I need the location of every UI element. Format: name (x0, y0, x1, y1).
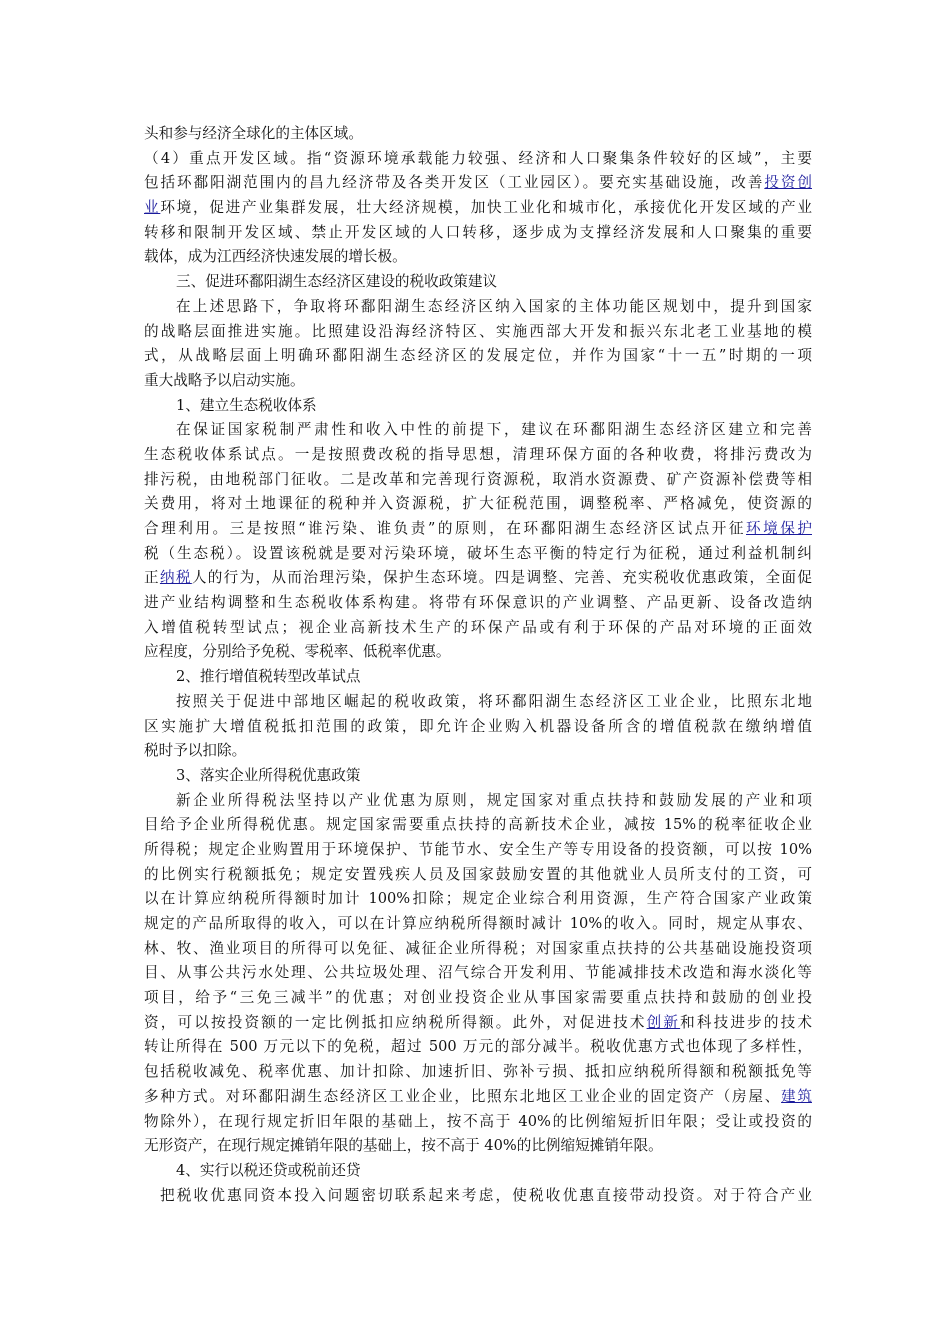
text-line (144, 813, 812, 838)
text-line (144, 196, 812, 221)
text-line (144, 171, 812, 196)
text-run: 多种方式。对环鄱阳湖生态经济区工业企业，比照东北地区工业企业的固定资产（房屋、 (144, 1087, 782, 1105)
text-run: 物除外），在现行规定折旧年限的基础上，按不高于 40%的比例缩短折旧年限；受让或投资的 (144, 1112, 812, 1130)
text-run: 转让所得在 500 万元以下的免税，超过 500 万元的部分减半。税收优惠方式也体现了多样性， (144, 1038, 812, 1056)
text-line (144, 221, 812, 246)
text-run: 环境，促进产业集群发展，壮大经济规模，加快工业化和城市化，承接优化开发区域的产业 (160, 199, 812, 217)
text-run: 区实施扩大增值税抵扣范围的政策，即允许企业购入机器设备所含的增值税款在缴纳增值 (144, 717, 812, 735)
inline-link[interactable]: 业 (144, 199, 161, 217)
inline-link[interactable]: 投资创 (764, 174, 812, 192)
text-line (144, 344, 812, 369)
text-line (160, 1184, 812, 1209)
text-line (144, 492, 812, 517)
text-run: 目、从事公共污水处理、公共垃圾处理、沼气综合开发利用、节能减排技术改造和海水淡化等 (144, 964, 812, 982)
text-run: 项目，给予“三免三减半”的优惠；对创业投资企业从事国家需要重点扶持和鼓励的创业投 (144, 989, 812, 1007)
text-line (176, 690, 812, 715)
text-run: 按照关于促进中部地区崛起的税收政策，将环鄱阳湖生态经济区工业企业，比照东北地 (176, 692, 812, 710)
text-line (144, 517, 812, 542)
text-line (144, 369, 812, 394)
text-run: 4、实行以税还贷或税前还贷 (176, 1161, 361, 1179)
text-line (144, 863, 812, 888)
text-line (144, 1060, 812, 1085)
text-run: 税时予以扣除。 (144, 742, 247, 760)
text-run: 包括税收减免、税率优惠、加计扣除、加速折旧、弥补亏损、抵扣应纳税所得额和税额抵免等 (144, 1063, 812, 1081)
text-line (144, 1035, 812, 1060)
text-run: 无形资产，在现行规定摊销年限的基础上，按不高于 40%的比例缩短摊销年限。 (144, 1137, 663, 1155)
text-line (176, 418, 812, 443)
inline-link[interactable]: 建筑 (781, 1087, 812, 1105)
text-line (144, 1085, 812, 1110)
text-line (176, 394, 812, 419)
text-run: 以在计算应纳税所得额时加计 100%扣除；规定企业综合利用资源，生产符合国家产业政策 (144, 890, 812, 908)
text-line (144, 1011, 812, 1036)
text-run: 人的行为，从而治理污染，保护生态环境。四是调整、完善、充实税收优惠政策，全面促 (191, 569, 812, 587)
text-run: 头和参与经济全球化的主体区域。 (144, 125, 363, 142)
text-line (176, 764, 812, 789)
text-run: 进产业结构调整和生态税收体系构建。将带有环保意识的产业调整、产品更新、设备改造纳 (144, 594, 812, 612)
text-line (144, 566, 812, 591)
text-run: 的战略层面推进实施。比照建设沿海经济特区、实施西部大开发和振兴东北老工业基地的模 (144, 322, 812, 340)
text-run: 三、促进环鄱阳湖生态经济区建设的税收政策建议 (176, 273, 498, 291)
inline-link[interactable]: 纳税 (159, 569, 192, 587)
text-run: 目给予企业所得税优惠。规定国家需要重点扶持的高新技术企业，减按 15%的税率征收企业 (144, 816, 812, 834)
text-line (144, 937, 812, 962)
text-line (176, 270, 812, 295)
text-run: 规定的产品所取得的收入，可以在计算应纳税所得额时减计 10%的收入。同时，规定从事农、 (144, 915, 812, 932)
text-line (144, 542, 812, 567)
text-run: 资，可以按投资额的一定比例抵扣应纳税所得额。此外，对促进技术 (144, 1013, 647, 1031)
text-run: 在保证国家税制严肃性和收入中性的前提下，建议在环鄱阳湖生态经济区建立和完善 (176, 421, 812, 439)
text-line (144, 591, 812, 616)
text-line (144, 468, 812, 493)
inline-link[interactable]: 环境保护 (746, 520, 812, 537)
text-line (176, 1159, 812, 1184)
text-line (144, 147, 812, 172)
text-run: 新企业所得税法坚持以产业优惠为原则，规定国家对重点扶持和鼓励发展的产业和项 (176, 791, 812, 809)
text-line (176, 295, 812, 320)
text-run: 合理利用。三是按照“谁污染、谁负责”的原则，在环鄱阳湖生态经济区试点开征 (144, 520, 747, 537)
text-run: 关费用，将对土地课征的税种并入资源税，扩大征税范围，调整税率、严格减免，使资源的 (144, 495, 812, 513)
text-line (144, 1110, 812, 1135)
text-line (144, 715, 812, 740)
text-line (144, 443, 812, 468)
text-line (144, 1134, 812, 1159)
text-run: 重大战略予以启动实施。 (144, 371, 305, 389)
text-run: 把税收优惠同资本投入问题密切联系起来考虑，使税收优惠直接带动投资。对于符合产业 (160, 1186, 812, 1204)
text-line (144, 122, 812, 147)
text-run: 林、牧、渔业项目的所得可以免征、减征企业所得税；对国家重点扶持的公共基础设施投资项 (144, 939, 812, 957)
text-run: 1、建立生态税收体系 (176, 396, 317, 414)
text-line (144, 986, 812, 1011)
text-line (144, 961, 812, 986)
text-run: 正 (144, 569, 160, 587)
text-line (176, 789, 812, 814)
text-line (144, 640, 812, 665)
text-line (144, 838, 812, 863)
text-run: 在上述思路下，争取将环鄱阳湖生态经济区纳入国家的主体功能区规划中，提升到国家 (176, 297, 812, 315)
inline-link[interactable]: 创新 (646, 1013, 681, 1031)
text-run: 包括环鄱阳湖范围内的昌九经济带及各类开发区（工业园区）。要充实基础设施，改善 (144, 174, 765, 192)
text-run: 式，从战略层面上明确环鄱阳湖生态经济区的发展定位，并作为国家“十一五”时期的一项 (144, 347, 812, 365)
text-run: 税（生态税）。设置该税就是要对污染环境，破坏生态平衡的特定行为征税，通过利益机制纠 (144, 544, 812, 562)
text-line (144, 912, 812, 937)
text-line (144, 320, 812, 345)
text-run: 载体，成为江西经济快速发展的增长极。 (144, 248, 407, 266)
text-run: （4）重点开发区域。指“资源环境承载能力较强、经济和人口聚集条件较好的区域”，主要 (144, 149, 812, 167)
text-line (144, 887, 812, 912)
text-run: 的比例实行税额抵免；规定安置残疾人员及国家鼓励安置的其他就业人员所支付的工资，可 (144, 865, 812, 883)
text-line (144, 245, 812, 270)
text-line (144, 739, 812, 764)
text-run: 3、落实企业所得税优惠政策 (176, 766, 361, 784)
text-run: 所得税；规定企业购置用于环境保护、节能节水、安全生产等专用设备的投资额，可以按 10% (144, 840, 812, 858)
text-run: 生态税收体系试点。一是按照费改税的指导思想，清理环保方面的各种收费，将排污费改为 (144, 445, 812, 463)
text-line (176, 665, 812, 690)
text-run: 2、推行增值税转型改革试点 (176, 668, 361, 686)
text-run: 排污税，由地税部门征收。二是改革和完善现行资源税，取消水资源费、矿产资源补偿费等相 (144, 470, 812, 488)
text-run: 入增值税转型试点；视企业高新技术生产的环保产品或有利于环保的产品对环境的正面效 (144, 618, 812, 636)
document-page (144, 122, 812, 1208)
text-line (144, 616, 812, 641)
text-run: 转移和限制开发区域、禁止开发区域的人口转移，逐步成为支撑经济发展和人口聚集的重要 (144, 223, 812, 241)
text-run: 和科技进步的技术 (680, 1013, 812, 1031)
text-run: 应程度，分别给予免税、零税率、低税率优惠。 (144, 643, 451, 661)
